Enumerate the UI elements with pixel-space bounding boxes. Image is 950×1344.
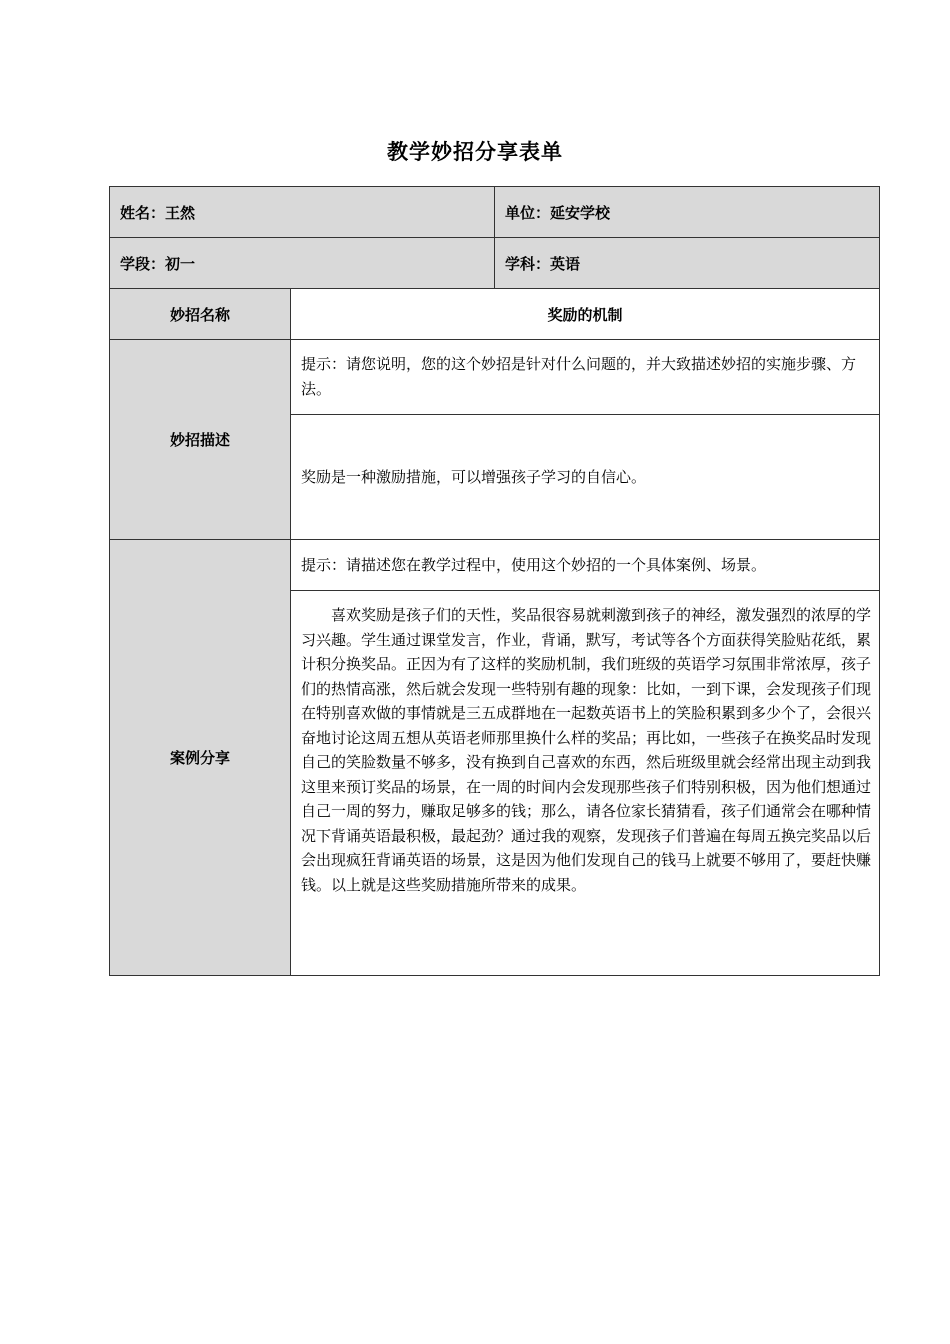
method-desc-text: 奖励是一种激励措施，可以增强孩子学习的自信心。 [291,415,880,540]
name-cell [110,187,495,238]
page-title: 教学妙招分享表单 [387,140,563,164]
method-desc-hint: 提示：请您说明，您的这个妙招是针对什么问题的，并大致描述妙招的实施步骤、方法。 [291,340,880,415]
method-name-label: 妙招名称 [169,305,230,324]
method-desc-label-cell [110,340,291,540]
name-value: 王然 [165,203,196,222]
subject-value: 英语 [550,254,581,273]
subject-label: 学科： [505,254,551,273]
method-desc-label: 妙招描述 [169,431,230,449]
stage-label: 学段： [120,254,166,273]
subject-cell [495,238,880,289]
unit-label: 单位： [505,203,551,222]
case-label: 案例分享 [169,749,230,767]
method-name-value-cell [291,289,880,340]
case-label-cell [110,540,291,976]
stage-value: 初一 [165,254,196,273]
name-label: 姓名： [120,203,166,222]
share-form-table [109,186,880,976]
case-text: 喜欢奖励是孩子们的天性，奖品很容易就刺激到孩子的神经，激发强烈的浓厚的学习兴趣。学生通过课堂发言，作业，背诵，默写，考试等各个方面获得笑脸贴花纸，累计积分换奖品。正因为有了这样的奖励机制，我们班级的英语学习氛围非常浓厚，孩子们的热情高涨，然后就会发现一些特别有趣的现象：比如，一到下课，会发现孩子们现在特别喜欢做的事情就是三五成群地在一起数英语书上的笑脸积累到多少个了，会很兴奋地讨论这周五想从英语老师那里换什么样的奖品；再比如，一些孩子在换奖品时发现自己的笑脸数量不够多，没有换到自己喜欢的东西，然后班级里就会经常出现主动到我这里来预订奖品的场景，在一周的时间内会发现那些孩子们特别积极，因为他们想通过自己一周的努力，赚取足够多的钱；那么，请各位家长猜猜看，孩子们通常会在哪种情况下背诵英语最积极，最起劲？通过我的观察，发现孩子们普遍在每周五换完奖品以后会出现疯狂背诵英语的场景，这是因为他们发现自己的钱马上就要不够用了，要赶快赚钱。以上就是这些奖励措施所带来的成果。 [291,591,880,976]
method-name-label-cell [110,289,291,340]
method-name-value: 奖励的机制 [547,305,623,324]
unit-value: 延安学校 [550,203,611,222]
stage-cell [110,238,495,289]
case-hint: 提示：请描述您在教学过程中，使用这个妙招的一个具体案例、场景。 [291,540,880,591]
unit-cell [495,187,880,238]
